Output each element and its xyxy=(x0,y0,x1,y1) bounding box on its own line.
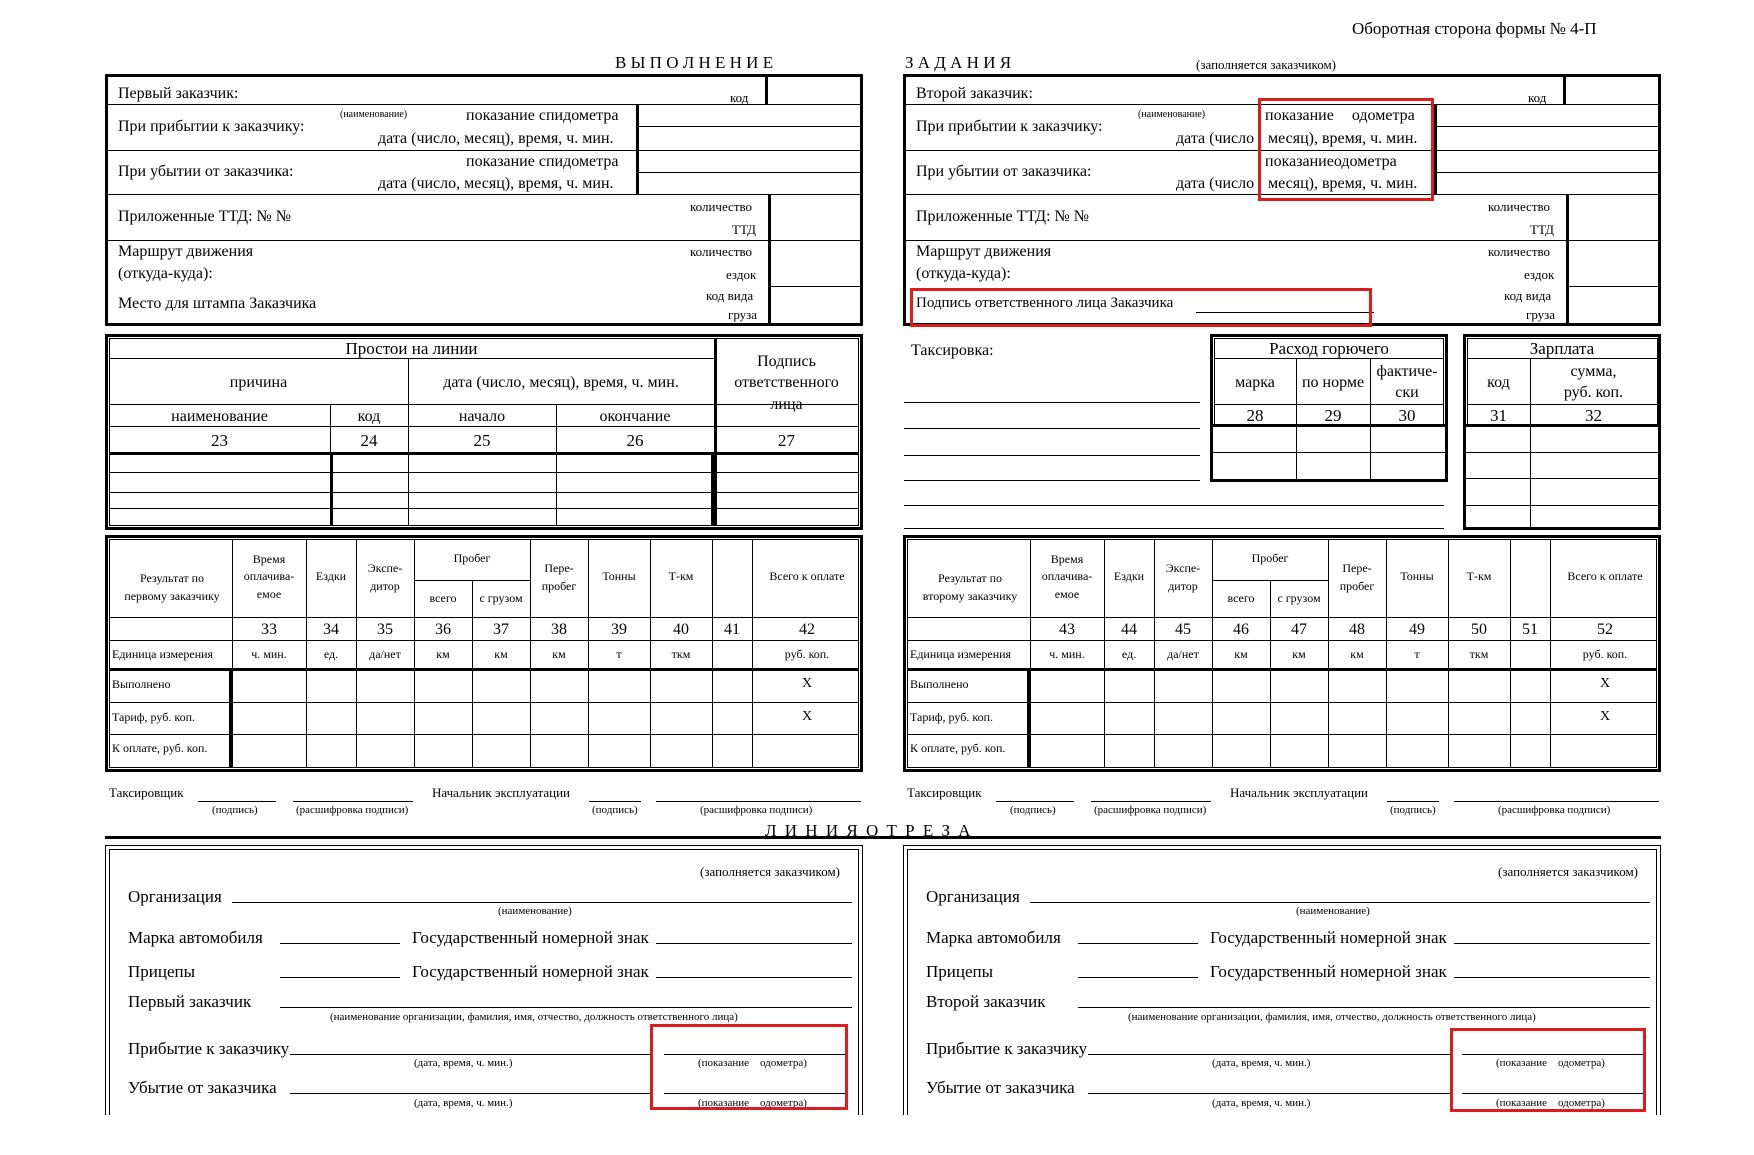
customer-label: Первый заказчик xyxy=(128,992,252,1011)
unit-cell: км xyxy=(1234,647,1248,661)
result-num: 35 xyxy=(377,621,393,638)
salary-sum-1: сумма, xyxy=(1570,363,1617,380)
idle-start: начало xyxy=(458,408,506,425)
idle-num-24: 24 xyxy=(360,431,378,450)
unit-cell: т xyxy=(1414,647,1420,661)
filled-by: (заполняется заказчиком) xyxy=(700,864,841,879)
highlight-odometer-right xyxy=(1450,1028,1646,1112)
idle-name: наименование xyxy=(171,408,268,425)
idle-num-23: 23 xyxy=(211,431,228,450)
unit-cell: т xyxy=(616,647,622,661)
dt-arrival-a: дата (число xyxy=(1176,130,1255,147)
unit-cell: ед. xyxy=(323,647,339,661)
result-label-1: Результат по xyxy=(139,571,205,585)
customer-label: Второй заказчик xyxy=(926,992,1046,1011)
salary-num-31: 31 xyxy=(1490,406,1507,425)
ttd-short-label: ТТД xyxy=(732,222,756,237)
idle-sign-2: ответственного xyxy=(734,374,839,391)
col-total: всего xyxy=(429,591,457,605)
qty-label-r: количество xyxy=(1488,199,1551,214)
unit-cell: км xyxy=(494,647,508,661)
car-label: Марка автомобиля xyxy=(926,928,1061,947)
fuel-num-28: 28 xyxy=(1246,406,1264,425)
unit-cell: км xyxy=(436,647,450,661)
salary-code: код xyxy=(1487,374,1510,391)
unit-cell: руб. коп. xyxy=(1582,647,1628,661)
x-mark: Х xyxy=(1599,709,1611,724)
result-row-label: Тариф, руб. коп. xyxy=(112,710,195,724)
trailers-label: Прицепы xyxy=(128,962,196,981)
route-label-2-r: (откуда-куда): xyxy=(916,265,1011,282)
dt-arrival-b: месяц), время, ч. мин. xyxy=(1268,130,1418,147)
departure-label: Убытие от заказчика xyxy=(926,1078,1075,1097)
col-over-2: пробег xyxy=(1339,579,1375,593)
fuel-num-29: 29 xyxy=(1324,406,1342,425)
unit-label: Единица измерения xyxy=(112,647,214,661)
idle-num-26: 26 xyxy=(626,431,644,450)
unit-cell: да/нет xyxy=(1167,647,1199,661)
cargo-label-r: груза xyxy=(1526,307,1556,322)
decode-hint: (расшифровка подписи) xyxy=(1498,804,1611,816)
arrival-label: Прибытие к заказчику xyxy=(926,1039,1088,1058)
result-num: 47 xyxy=(1291,621,1307,638)
cargo-code-label-r: код вида xyxy=(1504,288,1552,303)
result-num: 51 xyxy=(1522,621,1538,638)
sign-hint: (подпись) xyxy=(1390,804,1436,816)
unit-cell: км xyxy=(552,647,566,661)
unit-cell: ткм xyxy=(1469,647,1489,661)
col-exp-1: Экспе- xyxy=(1165,561,1201,575)
result-row-label: Выполнено xyxy=(910,677,969,691)
col-time-3: емое xyxy=(256,587,282,601)
col-time-2: оплачива- xyxy=(1041,569,1093,583)
cut-line xyxy=(105,836,1661,839)
result-row-label: Тариф, руб. коп. xyxy=(910,710,993,724)
responsible-signature-label: Подпись ответственного лица Заказчика xyxy=(916,295,1174,311)
col-tkm: Т-км xyxy=(1466,569,1492,583)
idle-sign-3: лица xyxy=(770,396,803,413)
org-label: Организация xyxy=(128,887,222,906)
sign-hint: (подпись) xyxy=(212,804,258,816)
result-num: 42 xyxy=(799,621,815,638)
dt-hint: (дата, время, ч. мин.) xyxy=(1212,1057,1311,1069)
result-num: 44 xyxy=(1121,621,1137,638)
col-over-2: пробег xyxy=(541,579,577,593)
unit-cell: ч. мин. xyxy=(251,647,287,661)
col-over-1: Пере- xyxy=(544,561,574,575)
col-mileage: Пробег xyxy=(453,551,491,565)
unit-cell: ч. мин. xyxy=(1049,647,1085,661)
highlight-odometer-left xyxy=(650,1024,848,1110)
qty-label-2-r: количество xyxy=(1488,244,1551,259)
col-mileage: Пробег xyxy=(1251,551,1289,565)
plate-label-2: Государственный номерной знак xyxy=(412,962,649,981)
x-mark: Х xyxy=(801,676,813,691)
col-total: всего xyxy=(1227,591,1255,605)
sign-hint: (подпись) xyxy=(1010,804,1056,816)
odometer-hint: (показание одометра) xyxy=(698,1057,807,1069)
col-pay: Всего к оплате xyxy=(1567,569,1643,583)
result-num: 37 xyxy=(493,621,509,638)
result-num: 38 xyxy=(551,621,567,638)
taxer-label: Таксировщик xyxy=(109,785,184,800)
code-label: код xyxy=(730,90,749,105)
taxing-label: Такcировка: xyxy=(911,342,994,359)
trailers-label: Прицепы xyxy=(926,962,994,981)
idle-datetime: дата (число, месяц), время, ч. мин. xyxy=(443,374,679,391)
datetime-departure: дата (число, месяц), время, ч. мин. xyxy=(378,175,614,192)
odometer-hint-2: (показание одометра) xyxy=(698,1097,807,1109)
route-label-1-r: Маршрут движения xyxy=(916,243,1052,260)
col-time-1: Время xyxy=(1050,552,1084,566)
speedometer-departure: показание спидометра xyxy=(466,153,619,170)
dt-hint-2: (дата, время, ч. мин.) xyxy=(414,1097,513,1109)
qty-label: количество xyxy=(690,199,753,214)
col-tons: Тонны xyxy=(602,569,636,583)
stamp-place-label: Место для штампа Заказчика xyxy=(118,295,317,312)
result-num: 43 xyxy=(1059,621,1075,638)
highlight-odometer-top xyxy=(1258,98,1434,201)
plate-label: Государственный номерной знак xyxy=(412,928,649,947)
idle-reason: причина xyxy=(229,374,288,391)
unit-cell: км xyxy=(1292,647,1306,661)
cargo-code-label: код вида xyxy=(706,288,754,303)
page-title-part2: З А Д А Н И Я xyxy=(905,53,1012,72)
cut-line-label: Л И Н И Я О Т Р Е З А xyxy=(765,821,973,840)
fuel-fact-1: фактиче- xyxy=(1376,363,1438,380)
departure-label-r: При убытии от заказчика: xyxy=(916,163,1092,180)
result-num: 39 xyxy=(611,621,627,638)
odometer-hint-2: (показание одометра) xyxy=(1496,1097,1605,1109)
col-exp-1: Экспе- xyxy=(367,561,403,575)
odometer-arrival: показание одометра xyxy=(1265,107,1415,124)
speedometer-arrival: показание спидометра xyxy=(466,107,619,124)
result-row-label: К оплате, руб. коп. xyxy=(112,741,208,755)
ttd-label: Приложенные ТТД: № № xyxy=(118,208,292,225)
name-hint: (наименование) xyxy=(1296,905,1370,917)
unit-cell: да/нет xyxy=(369,647,401,661)
decode-hint: (расшифровка подписи) xyxy=(700,804,813,816)
arrival-label: При прибытии к заказчику: xyxy=(118,118,305,135)
form-side-label: Оборотная сторона формы № 4-П xyxy=(1352,19,1597,38)
sign-hint: (подпись) xyxy=(592,804,638,816)
first-customer-label: Первый заказчик: xyxy=(118,85,239,102)
fuel-fact-2: ски xyxy=(1395,384,1419,401)
route-label-2: (откуда-куда): xyxy=(118,265,213,282)
result-num: 49 xyxy=(1409,621,1425,638)
result-num: 34 xyxy=(323,621,339,638)
result-label-2: второму заказчику xyxy=(922,589,1018,603)
col-time-1: Время xyxy=(252,552,286,566)
salary-num-32: 32 xyxy=(1585,406,1602,425)
result-num: 41 xyxy=(724,621,740,638)
arrival-label-r: При прибытии к заказчику: xyxy=(916,118,1103,135)
result-num: 36 xyxy=(435,621,451,638)
col-pay: Всего к оплате xyxy=(769,569,845,583)
filled-by: (заполняется заказчиком) xyxy=(1498,864,1639,879)
fuel-norm: по норме xyxy=(1301,374,1365,391)
result-label-2: первому заказчику xyxy=(124,589,220,603)
col-over-1: Пере- xyxy=(1342,561,1372,575)
taxer-label: Таксировщик xyxy=(907,785,982,800)
name-hint-r: (наименование) xyxy=(1138,109,1206,120)
fuel-brand: марка xyxy=(1235,374,1275,391)
odometer-hint: (показание одометра) xyxy=(1496,1057,1605,1069)
page-title-part1: В Ы П О Л Н Е Н И Е xyxy=(615,53,774,72)
idle-sign-1: Подпись xyxy=(757,353,816,370)
code-label-r: код xyxy=(1528,90,1547,105)
salary-sum-2: руб. коп. xyxy=(1563,384,1624,401)
result-num: 50 xyxy=(1471,621,1487,638)
idle-title: Простои на линии xyxy=(345,339,478,358)
decode-hint: (расшифровка подписи) xyxy=(296,804,409,816)
result-row-label: Выполнено xyxy=(112,677,171,691)
col-time-3: емое xyxy=(1054,587,1080,601)
dt-hint-2: (дата, время, ч. мин.) xyxy=(1212,1097,1311,1109)
unit-cell: ед. xyxy=(1121,647,1137,661)
ttd-label-r: Приложенные ТТД: № № xyxy=(916,208,1090,225)
col-time-2: оплачива- xyxy=(243,569,295,583)
col-exp-2: дитор xyxy=(1168,579,1198,593)
datetime-arrival: дата (число, месяц), время, ч. мин. xyxy=(378,130,614,147)
plate-label-2: Государственный номерной знак xyxy=(1210,962,1447,981)
trips-label-r: ездок xyxy=(1524,267,1555,282)
customer-hint: (наименование организации, фамилия, имя, отчество, должность ответственного лица) xyxy=(330,1011,738,1023)
result-label-1: Результат по xyxy=(937,571,1003,585)
salary-title: Зарплата xyxy=(1529,339,1595,358)
name-hint: (наименование) xyxy=(498,905,572,917)
dt-hint: (дата, время, ч. мин.) xyxy=(414,1057,513,1069)
plate-label: Государственный номерной знак xyxy=(1210,928,1447,947)
col-tons: Тонны xyxy=(1400,569,1434,583)
cargo-label: груза xyxy=(728,307,758,322)
result-row-label: К оплате, руб. коп. xyxy=(910,741,1006,755)
filled-by-note: (заполняется заказчиком) xyxy=(1196,57,1337,72)
col-trips: Ездки xyxy=(315,569,347,583)
result-num: 48 xyxy=(1349,621,1365,638)
route-label-1: Маршрут движения xyxy=(118,243,254,260)
col-loaded: с грузом xyxy=(1277,591,1321,605)
unit-cell: руб. коп. xyxy=(784,647,830,661)
idle-code: код xyxy=(357,408,381,425)
idle-num-27: 27 xyxy=(778,431,795,450)
odometer-departure: показаниеодометра xyxy=(1265,153,1397,170)
result-num: 40 xyxy=(673,621,689,638)
result-num: 46 xyxy=(1233,621,1249,638)
highlight-signature xyxy=(910,288,1372,327)
chief-label: Начальник эксплуатации xyxy=(432,785,570,800)
chief-label: Начальник эксплуатации xyxy=(1230,785,1368,800)
unit-label: Единица измерения xyxy=(910,647,1012,661)
departure-label: При убытии от заказчика: xyxy=(118,163,294,180)
result-num: 52 xyxy=(1597,621,1613,638)
col-exp-2: дитор xyxy=(370,579,400,593)
col-trips: Ездки xyxy=(1113,569,1145,583)
fuel-title: Расход горючего xyxy=(1269,339,1389,358)
result-num: 45 xyxy=(1175,621,1191,638)
idle-end: окончание xyxy=(599,408,671,425)
dt-departure-b: месяц), время, ч. мин. xyxy=(1268,175,1418,192)
unit-cell: км xyxy=(1350,647,1364,661)
dt-departure-a: дата (число xyxy=(1176,175,1255,192)
departure-label: Убытие от заказчика xyxy=(128,1078,277,1097)
car-label: Марка автомобиля xyxy=(128,928,263,947)
ttd-short-label-r: ТТД xyxy=(1530,222,1554,237)
name-hint: (наименование) xyxy=(340,109,408,120)
x-mark: Х xyxy=(1599,676,1611,691)
second-customer-label: Второй заказчик: xyxy=(916,85,1033,102)
idle-num-25: 25 xyxy=(473,431,491,450)
x-mark: Х xyxy=(801,709,813,724)
col-tkm: Т-км xyxy=(668,569,694,583)
customer-hint: (наименование организации, фамилия, имя, отчество, должность ответственного лица) xyxy=(1128,1011,1536,1023)
trips-label: ездок xyxy=(726,267,757,282)
result-num: 33 xyxy=(261,621,277,638)
arrival-label: Прибытие к заказчику xyxy=(128,1039,290,1058)
qty-label-2: количество xyxy=(690,244,753,259)
org-label: Организация xyxy=(926,887,1020,906)
col-loaded: с грузом xyxy=(479,591,523,605)
unit-cell: ткм xyxy=(671,647,691,661)
decode-hint: (расшифровка подписи) xyxy=(1094,804,1207,816)
fuel-num-30: 30 xyxy=(1398,406,1416,425)
